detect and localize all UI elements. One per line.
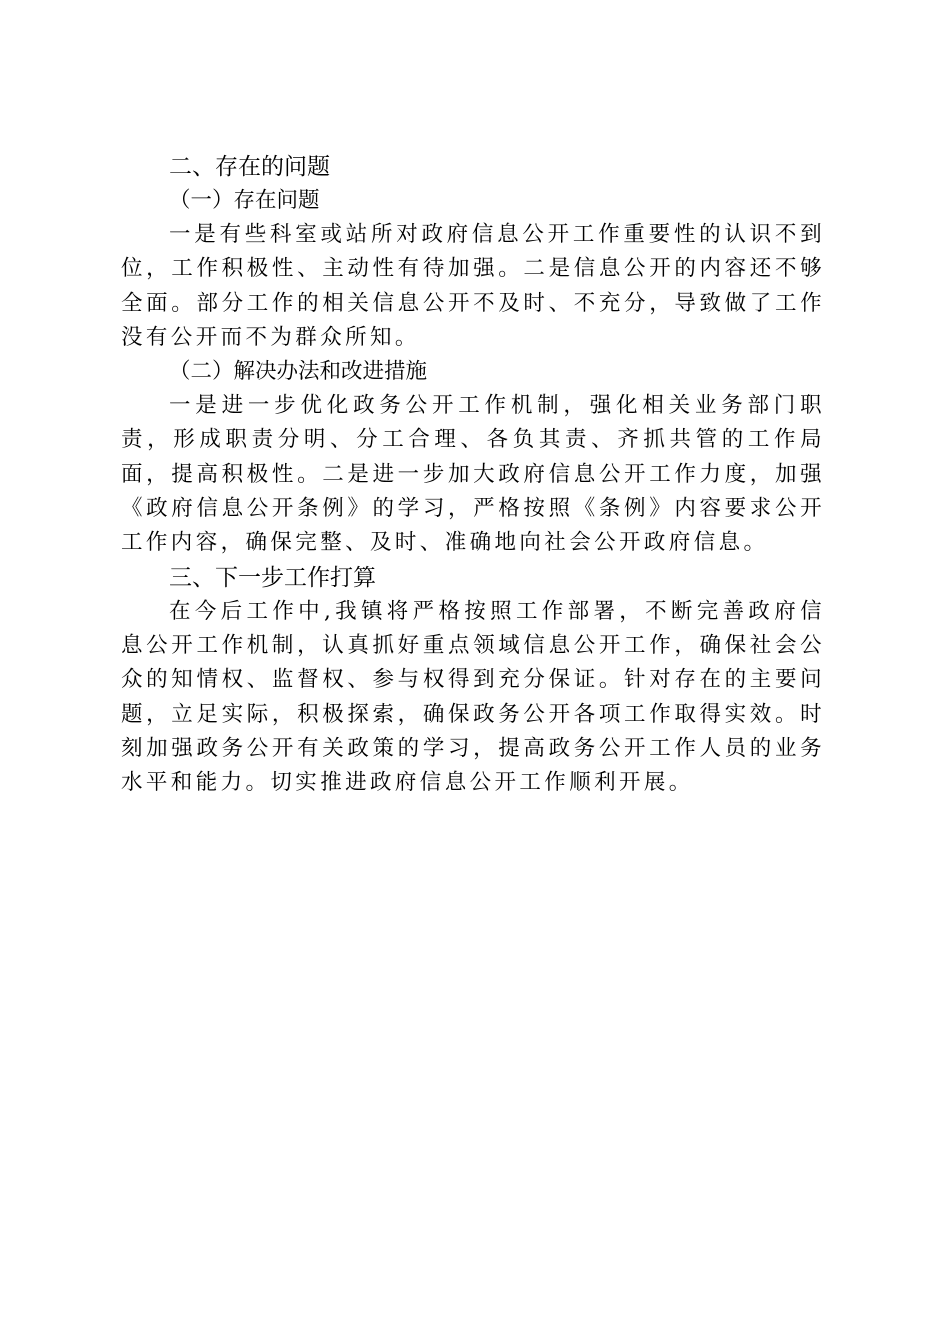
paragraph-solutions: 一是进一步优化政务公开工作机制，强化相关业务部门职责，形成职责分明、分工合理、各负其责、齐抓共管的工作局面，提高积极性。二是进一步加大政府信息公开工作力度，加强《政府信息公开条例》的学习，严格按照《条例》内容要求公开工作内容，确保完整、及时、准确地向社会公开政府信息。 xyxy=(121,393,825,556)
subsection-heading-existing-problems: （一）存在问题 xyxy=(169,188,320,213)
paragraph-next-steps: 在今后工作中,我镇将严格按照工作部署，不断完善政府信息公开工作机制，认真抓好重点领域信息公开工作，确保社会公众的知情权、监督权、参与权得到充分保证。针对存在的主要问题，立足实际，积极探索，确保政务公开各项工作取得实效。时刻加强政务公开有关政策的学习，提高政务公开工作人员的业务水平和能力。切实推进政府信息公开工作顺利开展。 xyxy=(121,598,825,796)
subsection-heading-solutions: （二）解决办法和改进措施 xyxy=(169,359,428,385)
document-body xyxy=(121,150,825,800)
section-heading-next-steps: 三、下一步工作打算 xyxy=(169,564,376,591)
section-heading-problems: 二、存在的问题 xyxy=(169,154,330,180)
paragraph-problems: 一是有些科室或站所对政府信息公开工作重要性的认识不到位，工作积极性、主动性有待加强。二是信息公开的内容还不够全面。部分工作的相关信息公开不及时、不充分，导致做了工作没有公开而不为群众所知。 xyxy=(121,222,825,350)
